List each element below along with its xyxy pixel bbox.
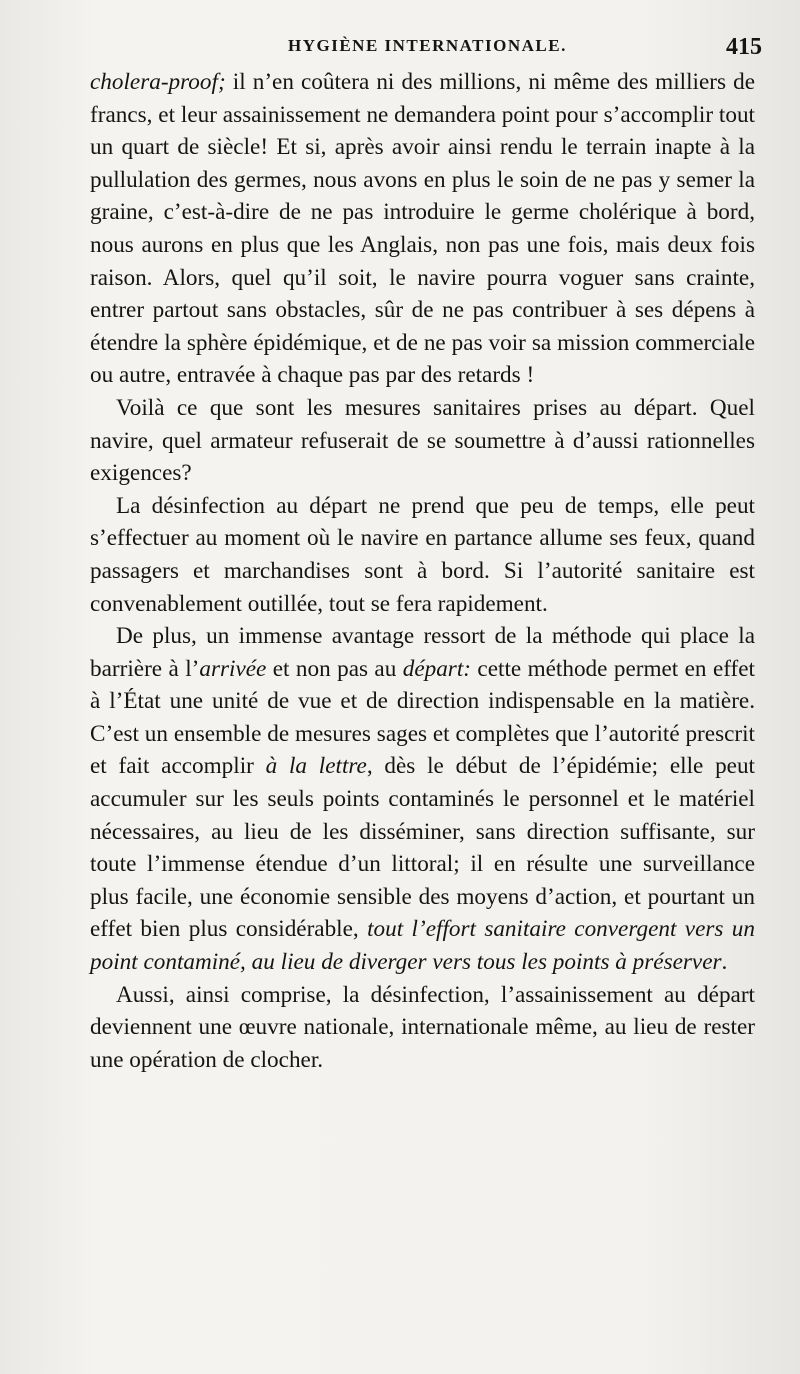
italic-phrase: cholera-proof; xyxy=(90,69,226,95)
italic-phrase: à la lettre xyxy=(265,753,367,780)
paragraph-5: Aussi, ainsi comprise, la désinfection, l’assainissement au départ deviennent une œuvre nationale, internationale même, au lieu de rester une opération de clocher. xyxy=(90,981,755,1073)
paragraph-4 xyxy=(90,620,755,979)
paragraph-text: et non pas au xyxy=(266,655,403,682)
paragraph-2: Voilà ce que sont les mesures sanitaires prises au départ. Quel navire, quel armateur refuserait de se soumettre à d’aussi rationnelles exigences? xyxy=(90,394,755,487)
page-header xyxy=(90,30,770,70)
paragraph-text: . xyxy=(721,949,728,976)
running-head: HYGIÈNE INTERNATIONALE. xyxy=(288,36,567,55)
paragraph-text: , dès le début de l’épidémie; elle peut accumuler sur les seuls points contaminés le personnel et le matériel nécessaires, au lieu de les disséminer, sans direction suffisante, sur toute l’immense étendue d’un littoral; il en résulte une surveillance plus facile, une économie sensible des moyens d’action, et pourtant un effet bien plus considérable, xyxy=(90,753,756,943)
paragraph-text: De plus, un immense avantage ressort de la méthode qui place la barrière à l’ xyxy=(90,623,755,682)
italic-phrase: tout l’effort sanitaire convergent vers un point contaminé, au lieu de diverger vers tous les points à préserver xyxy=(90,916,755,976)
paragraph-3: La désinfection au départ ne prend que peu de temps, elle peut s’effectuer au moment où le navire en partance allume ses feux, quand passagers et marchandises sont à bord. Si l’autorité sanitaire est convenablement outillée, tout se fera rapidement. xyxy=(90,492,755,617)
italic-phrase: arrivée xyxy=(199,655,267,682)
italic-phrase: départ: xyxy=(402,655,471,682)
paragraph-text: cette méthode permet en effet à l’État une unité de vue et de direction indispensable en la matière. C’est un ensemble de mesures sages et complètes que l’autorité prescrit et fait accomplir xyxy=(90,655,755,780)
body-text xyxy=(90,66,755,1076)
page-number: 415 xyxy=(726,34,762,60)
paragraph-text: il n’en coûtera ni des millions, ni même des milliers de francs, et leur assainissement ne demandera point pour s’accomplir tout un quart de siècle! Et si, après avoir ainsi rendu le terrain inapte à la pullulation des germes, nous avons en plus le soin de ne pas y semer la graine, c’est-à-dire de ne pas introduire le germe cholérique à bord, nous aurons en plus que les Anglais, non pas une fois, mais deux fois raison. Alors, quel qu’il soit, le navire pourra voguer sans crainte, entrer partout sans obstacles, sûr de ne pas contribuer à ses dépens à étendre la sphère épidémique, et de ne pas voir sa mission commerciale ou autre, entravée à chaque pas par des retards ! xyxy=(90,69,755,389)
paragraph-1 xyxy=(90,66,755,392)
